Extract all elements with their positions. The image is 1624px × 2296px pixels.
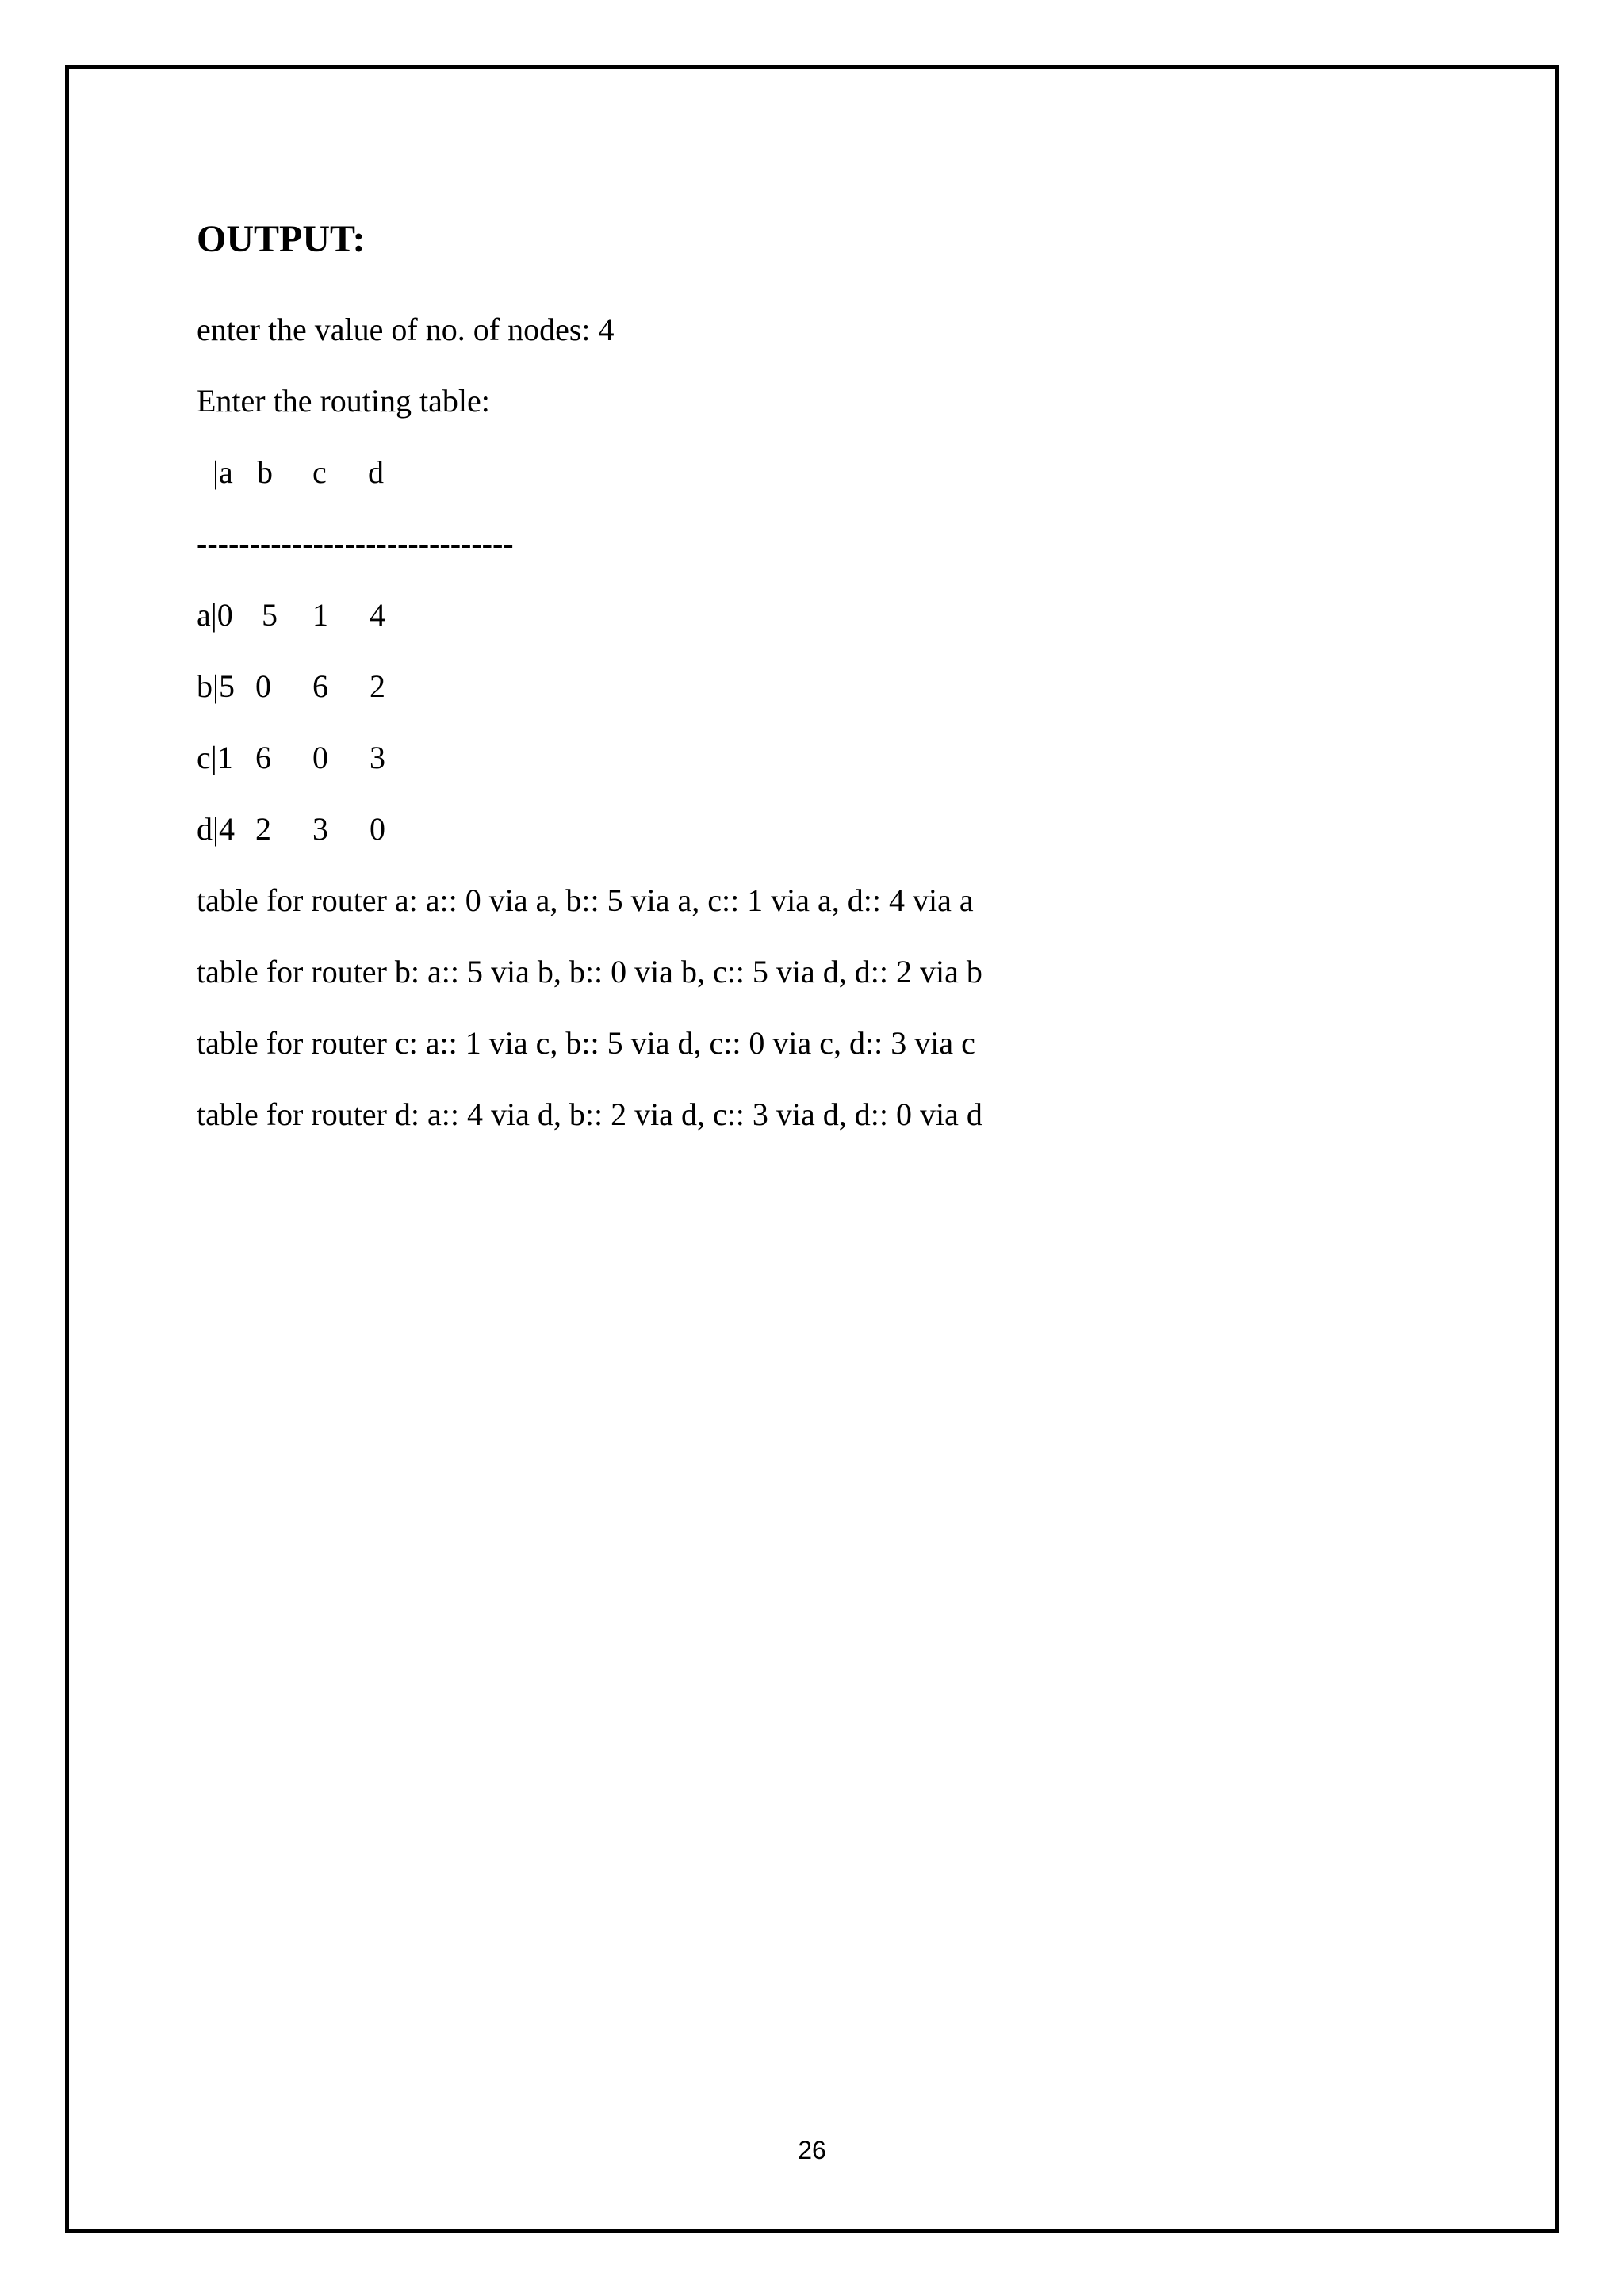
router-table-line: table for router a: a:: 0 via a, b:: 5 via a, c:: 1 via a, d:: 4 via a: [197, 882, 974, 918]
table-separator: ------------------------------: [197, 526, 514, 561]
table-row: [197, 668, 514, 706]
table-cell: 5: [262, 597, 278, 633]
router-table-line: table for router c: a:: 1 via c, b:: 5 via d, c:: 0 via c, d:: 3 via c: [197, 1025, 975, 1061]
table-header-cell: b: [257, 454, 273, 490]
routing-table-prompt: Enter the routing table:: [197, 383, 490, 419]
table-cell: 3: [370, 740, 385, 775]
table-cell: 2: [255, 811, 271, 847]
row-label: d|4: [197, 811, 236, 847]
table-cell: 6: [312, 668, 328, 704]
router-table-line: table for router b: a:: 5 via b, b:: 0 via b, c:: 5 via d, d:: 2 via b: [197, 954, 982, 989]
router-table-line: table for router d: a:: 4 via d, b:: 2 via d, c:: 3 via d, d:: 0 via d: [197, 1096, 982, 1132]
table-cell: 0: [370, 811, 385, 847]
row-label: c|1: [197, 740, 233, 775]
nodes-prompt: enter the value of no. of nodes: 4: [197, 312, 615, 347]
table-row: [197, 810, 514, 848]
table-cell: 0: [255, 668, 271, 704]
table-cell: 2: [370, 668, 385, 704]
table-cell: 1: [312, 597, 328, 633]
section-heading: OUTPUT:: [197, 218, 366, 260]
table-header-cell: c: [312, 454, 327, 490]
table-header-row: [197, 453, 514, 492]
table-cell: 0: [312, 740, 328, 775]
table-row: [197, 596, 514, 634]
table-header-cell: d: [368, 454, 384, 490]
table-header-cell: |a: [213, 454, 233, 490]
table-cell: 6: [255, 740, 271, 775]
table-cell: 3: [312, 811, 328, 847]
row-label: a|0: [197, 597, 233, 633]
row-label: b|5: [197, 668, 236, 704]
table-cell: 4: [370, 597, 385, 633]
page-number: 26: [798, 2136, 826, 2164]
table-row: [197, 739, 514, 777]
